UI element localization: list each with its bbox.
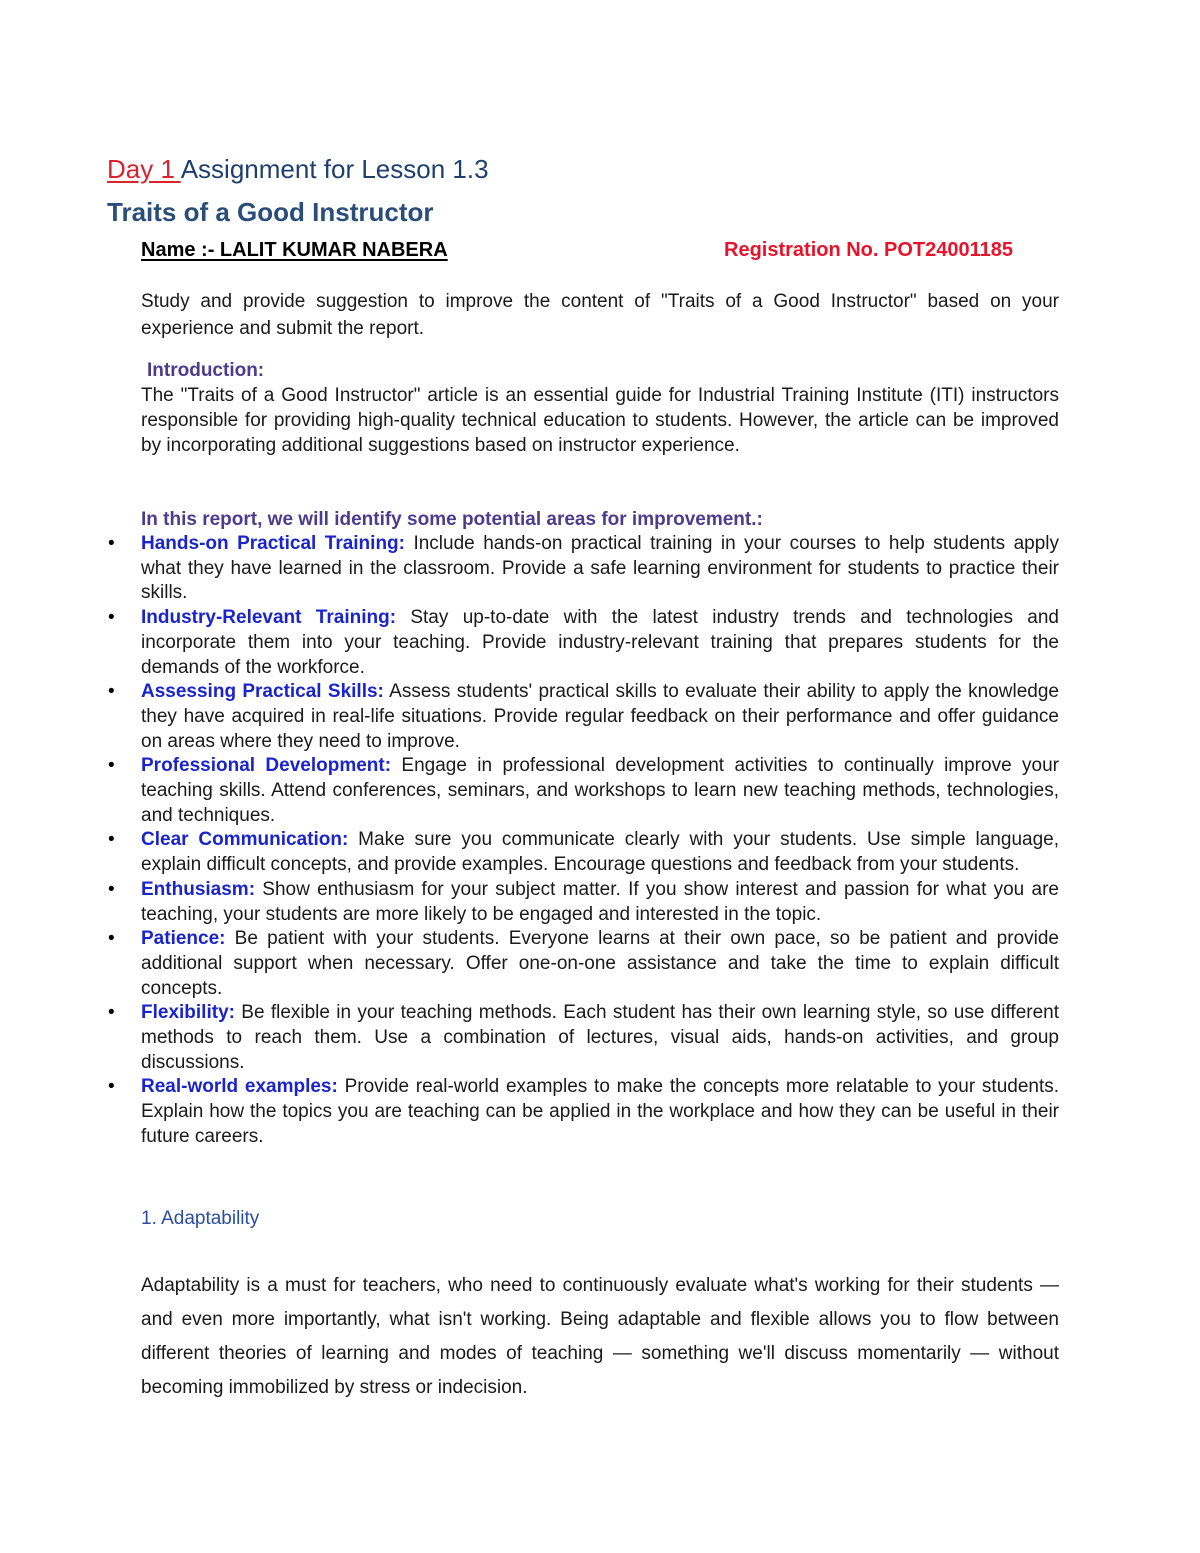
bullet-icon: •: [108, 607, 115, 629]
item-text: Assess students' practical skills to evaluate their ability to apply the knowledge they have acquired in real-life situations. Provide regular feedback on their performance and offer guidance on areas where they need to improve.: [141, 681, 1059, 752]
item-text: Show enthusiasm for your subject matter. If you show interest and passion for what you are teaching, your students are more likely to be engaged and interested in the topic.: [141, 878, 1059, 925]
item-term: Flexibility:: [141, 1002, 235, 1024]
list-item: [108, 1075, 1060, 1149]
list-item: [108, 927, 1059, 1001]
item-term: Industry-Relevant Training:: [141, 607, 397, 629]
assignment-label: Assignment for Lesson 1.3: [180, 154, 489, 184]
improvement-areas-heading: In this report, we will identify some potential areas for improvement.:: [141, 509, 763, 530]
item-text: Be flexible in your teaching methods. Each student has their own learning style, so use different methods to reach them. Use a combination of lectures, visual aids, hands-on activities, and group discussions.: [141, 1002, 1059, 1073]
item-text: Engage in professional development activities to continually improve your teaching skills. Attend conferences, seminars, and workshops to learn new teaching methods, technologies, and techniques.: [141, 755, 1059, 826]
list-item: [108, 606, 1059, 680]
item-text: Be patient with your students. Everyone learns at their own pace, so be patient and provide additional support when necessary. Offer one-on-one assistance and take the time to explain difficult concepts.: [141, 928, 1059, 999]
list-item: [108, 680, 1059, 754]
item-text: Make sure you communicate clearly with your students. Use simple language, explain difficult concepts, and provide examples. Encourage questions and feedback from your students.: [141, 829, 1059, 876]
introduction-heading: Introduction:: [147, 360, 265, 381]
improvement-list: [108, 532, 1060, 1150]
day-label: Day 1: [107, 154, 175, 184]
bullet-icon: •: [108, 533, 115, 554]
item-term: Hands-on Practical Training:: [141, 533, 405, 554]
document-subtitle: Traits of a Good Instructor: [107, 197, 434, 227]
list-item: [108, 878, 1059, 927]
item-term: Assessing Practical Skills:: [141, 681, 384, 703]
list-item: [108, 828, 1059, 877]
item-term: Professional Development:: [141, 755, 392, 777]
list-item: [108, 532, 1059, 606]
introduction-text: The "Traits of a Good Instructor" article is an essential guide for Industrial Training Institute (ITI) instructors responsible for providing high-quality technical education to students. However, the article can be improved by incorporating additional suggestions based on instructor experience.: [141, 385, 1059, 456]
bullet-icon: •: [108, 829, 115, 851]
item-term: Clear Communication:: [141, 829, 349, 851]
bullet-icon: •: [108, 681, 115, 703]
item-text: Provide real-world examples to make the concepts more relatable to your students. Explain how the topics you are teaching can be applied in the workplace and how they can be useful in their future careers.: [141, 1076, 1060, 1147]
registration-number: Registration No. POT24001185: [724, 239, 1014, 261]
item-text: Include hands-on practical training in your courses to help students apply what they have learned in the classroom. Provide a safe learning environment for students to practice their skills.: [141, 533, 1059, 604]
bullet-icon: •: [108, 878, 115, 900]
student-name: Name :- LALIT KUMAR NABERA: [141, 239, 448, 261]
bullet-icon: •: [108, 1002, 115, 1024]
item-text: Stay up-to-date with the latest industry trends and technologies and incorporate them into your teaching. Provide industry-relevant training that prepares students for the demands of the workforce.: [141, 607, 1059, 678]
list-item: [108, 1001, 1059, 1075]
item-term: Patience:: [141, 928, 226, 950]
adaptability-text: Adaptability is a must for teachers, who need to continuously evaluate what's working for their students — and even more importantly, what isn't working. Being adaptable and flexible allows you to flow between different theories of learning and modes of teaching — something we'll discuss momentarily — without becoming immobilized by stress or indecision.: [141, 1275, 1059, 1398]
bullet-icon: •: [108, 928, 115, 950]
bullet-icon: •: [108, 1076, 115, 1098]
item-term: Real-world examples:: [141, 1076, 338, 1098]
item-term: Enthusiasm:: [141, 878, 256, 900]
section-heading-adaptability: 1. Adaptability: [141, 1208, 260, 1229]
document-title: [107, 152, 489, 186]
instruction-text: Study and provide suggestion to improve the content of "Traits of a Good Instructor" based on your experience and submit the report.: [141, 291, 1059, 339]
bullet-icon: •: [108, 755, 115, 777]
list-item: [108, 754, 1059, 828]
